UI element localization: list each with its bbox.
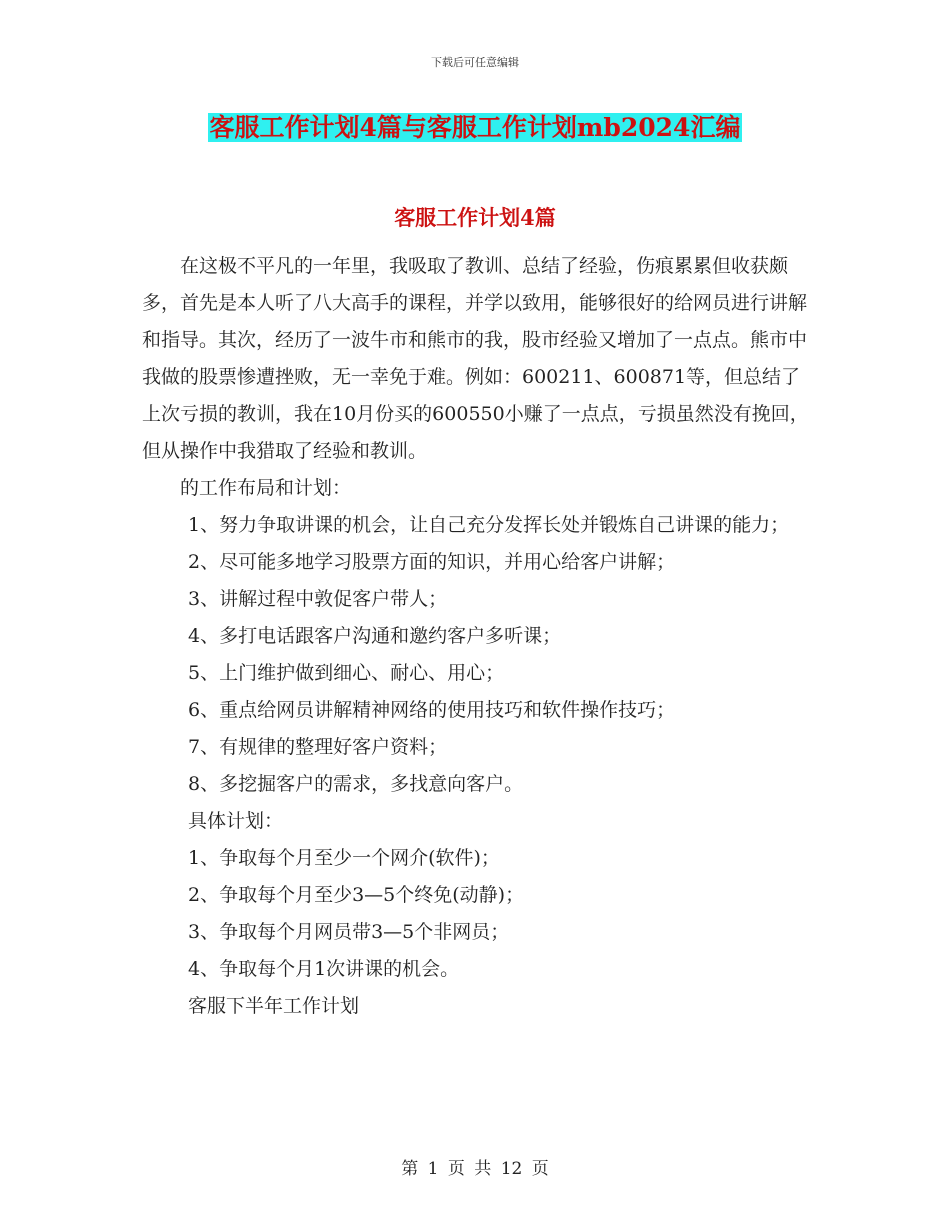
- plan-item: 8、多挖掘客户的需求，多找意向客户。: [188, 773, 524, 795]
- specific-item: 4、争取每个月1次讲课的机会。: [188, 958, 460, 980]
- specific-item: 2、争取每个月至少3—5个终免(动静)；: [188, 884, 525, 906]
- page-footer: 第 1 页 共 12 页: [401, 1159, 549, 1179]
- header-note: 下载后可任意编辑: [431, 56, 519, 69]
- plan-item: 2、尽可能多地学习股票方面的知识，并用心给客户讲解；: [188, 551, 676, 573]
- closing-heading: 客服下半年工作计划: [188, 995, 360, 1017]
- section-title: 客服工作计划4篇: [394, 205, 556, 230]
- specific-item: 1、争取每个月至少一个网介(软件)；: [188, 847, 500, 869]
- plan-item: 7、有规律的整理好客户资料；: [188, 736, 448, 758]
- intro-paragraph: 在这极不平凡的一年里，我吸取了教训、总结了经验，伤痕累累但收获颇多，首先是本人听了八大高手的课程，并学以致用，能够很好的给网员进行讲解和指导。其次，经历了一波牛市和熊市的我，股市经验又增加了一点点。熊市中我做的股票惨遭挫败，无一幸免于难。例如：600211、600871等，但总结了上次亏损的教训，我在10月份买的600550小赚了一点点，亏损虽然没有挽回，但从操作中我猎取了经验和教训。: [142, 255, 809, 462]
- document-body: [142, 248, 810, 1025]
- plan-item: 4、多打电话跟客户沟通和邀约客户多听课；: [188, 625, 562, 647]
- plan-item: 6、重点给网员讲解精神网络的使用技巧和软件操作技巧；: [188, 699, 676, 721]
- plan-heading: 的工作布局和计划：: [180, 477, 352, 499]
- main-title-text: 客服工作计划4篇与客服工作计划mb2024汇编: [209, 113, 741, 142]
- plan-item: 5、上门维护做到细心、耐心、用心；: [188, 662, 505, 684]
- plan-item: 1、努力争取讲课的机会，让自己充分发挥长处并锻炼自己讲课的能力；: [188, 514, 790, 536]
- specific-item: 3、争取每个月网员带3—5个非网员；: [188, 921, 510, 943]
- plan-item: 3、讲解过程中敦促客户带人；: [188, 588, 448, 610]
- specific-heading: 具体计划：: [188, 810, 284, 832]
- main-title: [0, 112, 950, 147]
